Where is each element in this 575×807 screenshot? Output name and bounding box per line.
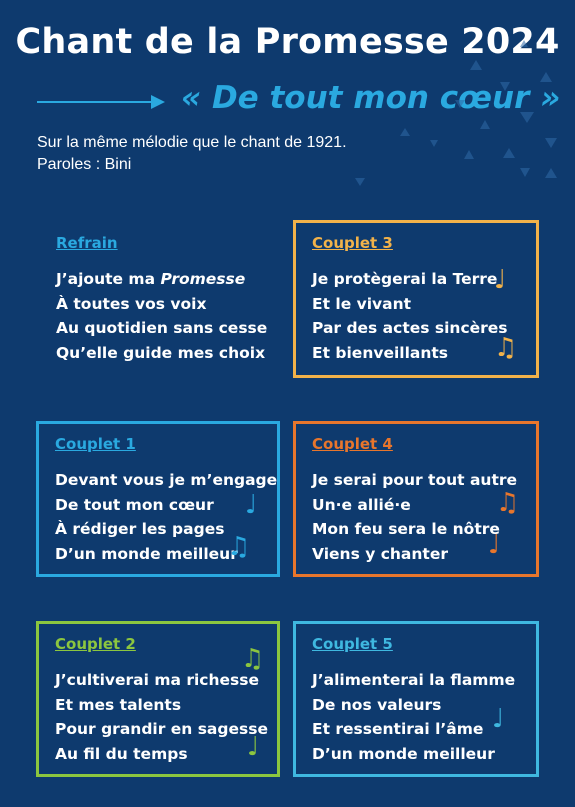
eighth-note-icon: ♩ — [492, 704, 505, 734]
page-title: Chant de la Promesse 2024 — [15, 22, 560, 62]
intro-text — [37, 132, 347, 176]
refrain-line-2: À toutes vos voix — [56, 294, 207, 313]
couplet-5-line-1: J’alimenterai la flamme — [312, 671, 516, 689]
couplet-2-heading: Couplet 2 — [55, 635, 136, 653]
couplet-4-line-2: Un·e allié·e — [312, 495, 411, 514]
couplet-5-line-4: D’un monde meilleur — [312, 744, 495, 763]
couplet-2-line-3: Pour grandir en sagesse — [55, 720, 268, 738]
refrain-block — [37, 220, 277, 378]
subtitle-row — [37, 80, 561, 120]
couplet-5-line-2: De nos valeurs — [312, 695, 442, 714]
intro-line-author: Paroles : Bini — [37, 156, 132, 173]
couplet-3-block — [293, 220, 539, 378]
couplet-3-line-3: Par des actes sincères — [312, 319, 508, 337]
couplet-1-block — [36, 421, 280, 577]
arrow-right-icon — [151, 95, 165, 109]
eighth-note-icon: ♩ — [494, 265, 507, 295]
couplet-4-line-3: Mon feu sera le nôtre — [312, 520, 500, 538]
beamed-notes-icon: ♫ — [496, 488, 520, 518]
couplet-5-line-3: Et ressentirai l’âme — [312, 720, 484, 738]
couplet-1-line-1: Devant vous je m’engage — [55, 471, 278, 489]
couplet-4-line-1: Je serai pour tout autre — [312, 471, 518, 489]
refrain-line-1-text: J’ajoute ma — [56, 270, 161, 288]
refrain-line-1-italic: Promesse — [160, 270, 246, 288]
eighth-note-icon: ♩ — [247, 732, 260, 762]
eighth-note-icon: ♩ — [245, 490, 258, 520]
couplet-1-line-2: De tout mon cœur — [55, 495, 214, 514]
couplet-3-line-1: Je protègerai la Terre — [312, 270, 498, 288]
arrow-line — [37, 101, 155, 103]
couplet-3-line-2: Et le vivant — [312, 294, 412, 313]
couplet-4-block — [293, 421, 539, 577]
beamed-notes-icon: ♫ — [494, 333, 518, 363]
couplet-5-block — [293, 621, 539, 777]
couplet-5-heading: Couplet 5 — [312, 635, 393, 653]
couplet-2-block — [36, 621, 280, 777]
beamed-notes-icon: ♫ — [227, 532, 251, 562]
couplet-3-line-4: Et bienveillants — [312, 343, 449, 362]
refrain-line-4: Qu’elle guide mes choix — [56, 343, 266, 362]
couplet-4-line-4: Viens y chanter — [312, 544, 448, 563]
couplet-4-heading: Couplet 4 — [312, 435, 393, 453]
refrain-heading: Refrain — [56, 234, 118, 252]
subtitle: « De tout mon cœur » — [181, 80, 561, 116]
couplet-2-line-4: Au fil du temps — [55, 744, 188, 763]
eighth-note-icon: ♩ — [488, 530, 501, 560]
beamed-notes-icon: ♫ — [241, 644, 265, 674]
couplet-3-heading: Couplet 3 — [312, 234, 393, 252]
intro-line-melody: Sur la même mélodie que le chant de 1921. — [37, 134, 347, 151]
couplet-1-heading: Couplet 1 — [55, 435, 136, 453]
refrain-line-3: Au quotidien sans cesse — [56, 319, 268, 337]
couplet-1-line-3: À rédiger les pages — [55, 520, 225, 538]
couplet-2-line-2: Et mes talents — [55, 695, 182, 714]
couplet-1-line-4: D’un monde meilleur — [55, 544, 238, 563]
couplet-2-line-1: J’cultiverai ma richesse — [55, 671, 260, 689]
refrain-line-1 — [56, 267, 258, 292]
